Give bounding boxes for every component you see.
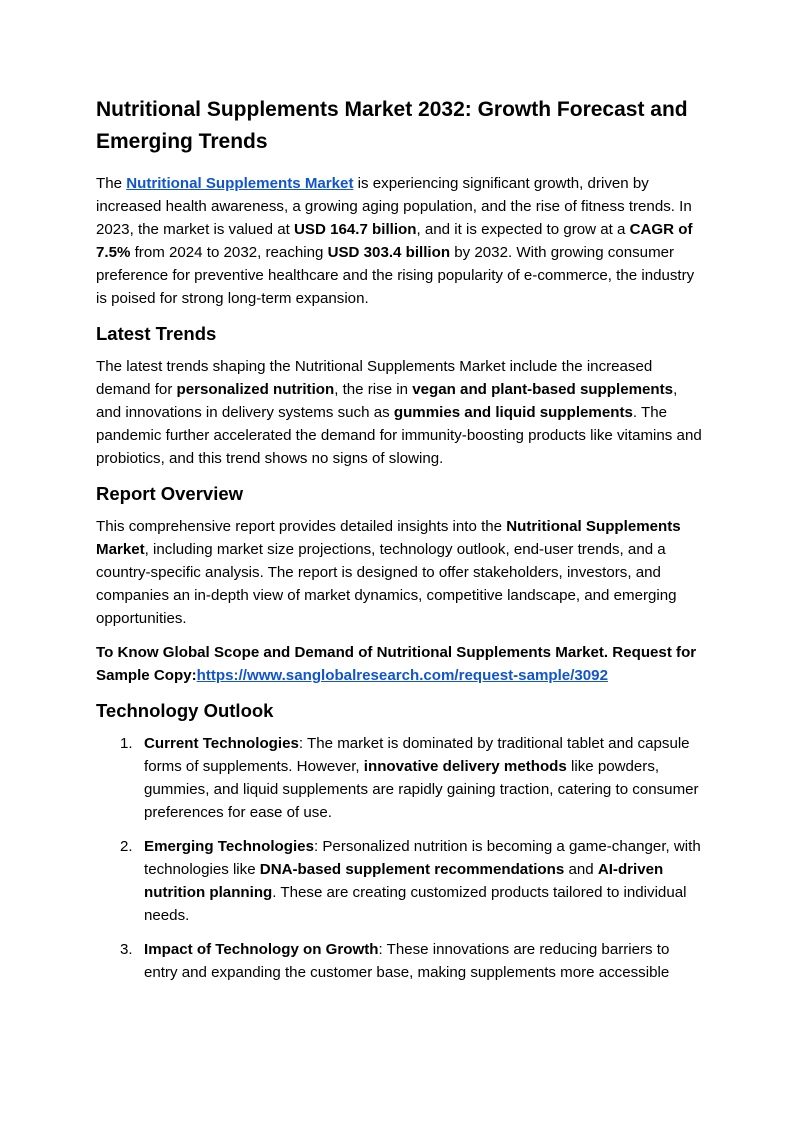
item-text-1: : The market is dominated by traditional tablet and capsule forms of supplements. However, (144, 735, 690, 775)
document-page (96, 94, 706, 995)
item-text-1: : Personalized nutrition is becoming a game-changer, with technologies like (144, 838, 701, 878)
latest-trends-paragraph (96, 355, 706, 470)
list-number: 2. (120, 838, 133, 855)
latest-bold-1: personalized nutrition (176, 381, 335, 398)
technology-outlook-heading: Technology Outlook (96, 700, 274, 721)
item-bold-1: Current Technologies (144, 735, 299, 752)
latest-bold-2: vegan and plant-based supplements (412, 381, 674, 398)
latest-trends-heading: Latest Trends (96, 323, 217, 344)
report-overview-heading: Report Overview (96, 483, 244, 504)
market-value-2032: USD 303.4 billion (327, 244, 451, 261)
intro-text-4: from 2024 to 2032, reaching (130, 244, 328, 261)
latest-text-1: The latest trends shaping the Nutritional Supplements Market include the increased demand for (96, 358, 653, 398)
item-bold-1: Impact of Technology on Growth (144, 941, 379, 958)
latest-text-4: . The pandemic further accelerated the demand for immunity-boosting products like vitamins and probiotics, and this trend shows no signs of slowing. (96, 404, 702, 467)
item-text-3: . These are creating customized products tailored to individual needs. (144, 884, 687, 924)
market-link[interactable]: Nutritional Supplements Market (126, 175, 354, 192)
intro-text-5: by 2032. With growing consumer preference for preventive healthcare and the rising popularity of e-commerce, the industry is poised for strong long-term expansion. (96, 244, 695, 307)
item-bold-3: AI-driven nutrition planning (144, 861, 664, 901)
list-number: 3. (120, 941, 133, 958)
item-bold-1: Emerging Technologies (144, 838, 314, 855)
latest-bold-3: gummies and liquid supplements (393, 404, 633, 421)
list-item (96, 938, 706, 984)
item-text-1: : These innovations are reducing barriers to entry and expanding the customer base, making supplements more accessible (144, 941, 670, 981)
overview-text-1: This comprehensive report provides detailed insights into the (96, 518, 507, 535)
overview-text-2: , including market size projections, technology outlook, end-user trends, and a country-specific analysis. The report is designed to offer stakeholders, investors, and companies an in-depth view of market dynamics, competitive landscape, and emerging opportunities. (96, 541, 677, 627)
item-text-2: and (564, 861, 598, 878)
intro-paragraph (96, 172, 706, 310)
intro-text-2: is experiencing significant growth, driven by increased health awareness, a growing aging population, and the rise of fitness trends. In 2023, the market is valued at (96, 175, 692, 238)
intro-text-3: , and it is expected to grow at a (416, 221, 630, 238)
list-number: 1. (120, 735, 133, 752)
page-title: Nutritional Supplements Market 2032: Growth Forecast and Emerging Trends (96, 98, 688, 153)
latest-text-3: , and innovations in delivery systems such as (96, 381, 678, 421)
market-value-2023: USD 164.7 billion (294, 221, 417, 238)
item-bold-2: innovative delivery methods (363, 758, 567, 775)
overview-bold-1: Nutritional Supplements Market (96, 518, 681, 558)
item-text-2: like powders, gummies, and liquid supplements are rapidly gaining traction, catering to consumer preferences for ease of use. (144, 758, 699, 821)
intro-text-1: The (96, 175, 127, 192)
technology-list (96, 732, 706, 984)
item-bold-2: DNA-based supplement recommendations (259, 861, 565, 878)
cagr-value: CAGR of 7.5% (96, 221, 693, 261)
latest-text-2: , the rise in (334, 381, 413, 398)
sample-request-text: To Know Global Scope and Demand of Nutritional Supplements Market. Request for Sample Copy: (96, 644, 697, 684)
report-overview-paragraph (96, 515, 706, 630)
sample-request-paragraph (96, 641, 706, 687)
sample-request-link[interactable]: https://www.sanglobalresearch.com/request-sample/3092 (196, 667, 608, 684)
list-item (96, 732, 706, 824)
list-item (96, 835, 706, 927)
